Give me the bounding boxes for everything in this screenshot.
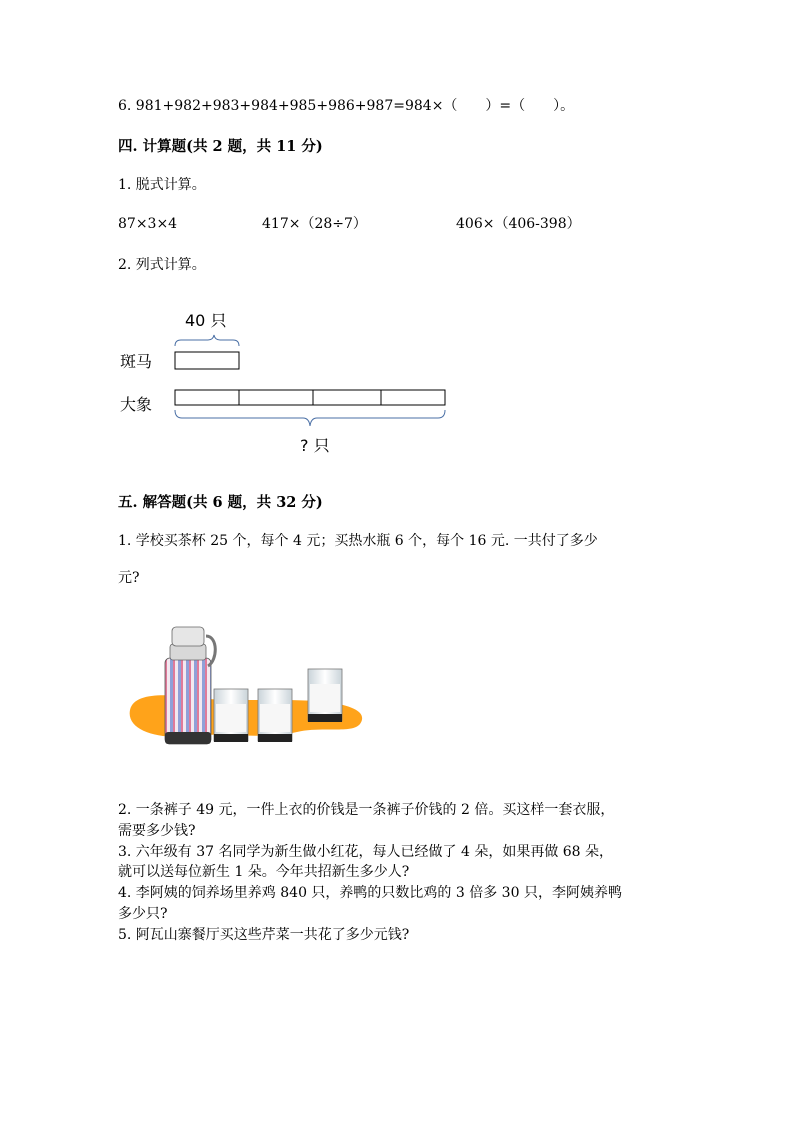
zebra-bar — [175, 352, 239, 369]
s5-q4-line-1: 4. 李阿姨的饲养场里养鸡 840 只，养鸭的只数比鸡的 3 倍多 30 只，李阿姨养鸭 — [118, 885, 622, 901]
s5-q4-line-2: 多少只? — [118, 906, 168, 922]
elephant-bar-1 — [175, 390, 239, 405]
s4-q1-label: 1. 脱式计算。 — [118, 177, 206, 193]
bottom-brace — [175, 410, 445, 426]
diagram-svg — [110, 300, 470, 460]
thermos-icon — [165, 627, 215, 744]
s5-q3-line-1: 3. 六年级有 37 名同学为新生做小红花，每人已经做了 4 朵，如果再做 68 朵， — [118, 844, 614, 860]
s4-q1-expr-3: 406×（406-398） — [456, 216, 581, 232]
cup-icon-3 — [308, 669, 342, 722]
elephant-count-label: ? 只 — [300, 436, 330, 455]
s5-q2-line-2: 需要多少钱? — [118, 823, 196, 839]
elephant-bar-2 — [239, 390, 313, 405]
section-5-title: 五. 解答题(共 6 题，共 32 分) — [118, 494, 323, 511]
cup-icon-2 — [258, 689, 292, 742]
cup-icon-1 — [214, 689, 248, 742]
s5-q1-line-2: 元? — [118, 570, 140, 586]
thermos-cups-illustration — [122, 622, 372, 757]
question-6: 6. 981+982+983+984+985+986+987=984×（ ）=（ ）。 — [118, 98, 575, 114]
elephant-label: 大象 — [120, 395, 153, 414]
s4-q1-expr-2: 417×（28÷7） — [262, 216, 367, 232]
s5-q5-line-1: 5. 阿瓦山寨餐厅买这些芹菜一共花了多少元钱? — [118, 927, 410, 943]
s5-q3-line-2: 就可以送每位新生 1 朵。今年共招新生多少人? — [118, 864, 410, 880]
elephant-bar-3 — [313, 390, 381, 405]
elephant-bar-4 — [381, 390, 445, 405]
s4-q1-expr-1: 87×3×4 — [118, 216, 178, 232]
s5-q1-line-1: 1. 学校买茶杯 25 个，每个 4 元；买热水瓶 6 个，每个 16 元. 一共付了多少 — [118, 533, 598, 549]
s5-q2-line-1: 2. 一条裤子 49 元，一件上衣的价钱是一条裤子价钱的 2 倍。买这样一套衣服， — [118, 802, 615, 818]
zebra-count-label: 40 只 — [185, 311, 227, 330]
section-4-title: 四. 计算题(共 2 题，共 11 分) — [118, 138, 323, 155]
zebra-label: 斑马 — [120, 352, 153, 371]
s4-q2-label: 2. 列式计算。 — [118, 257, 206, 273]
top-brace — [175, 335, 239, 346]
line-segment-diagram — [110, 300, 470, 460]
